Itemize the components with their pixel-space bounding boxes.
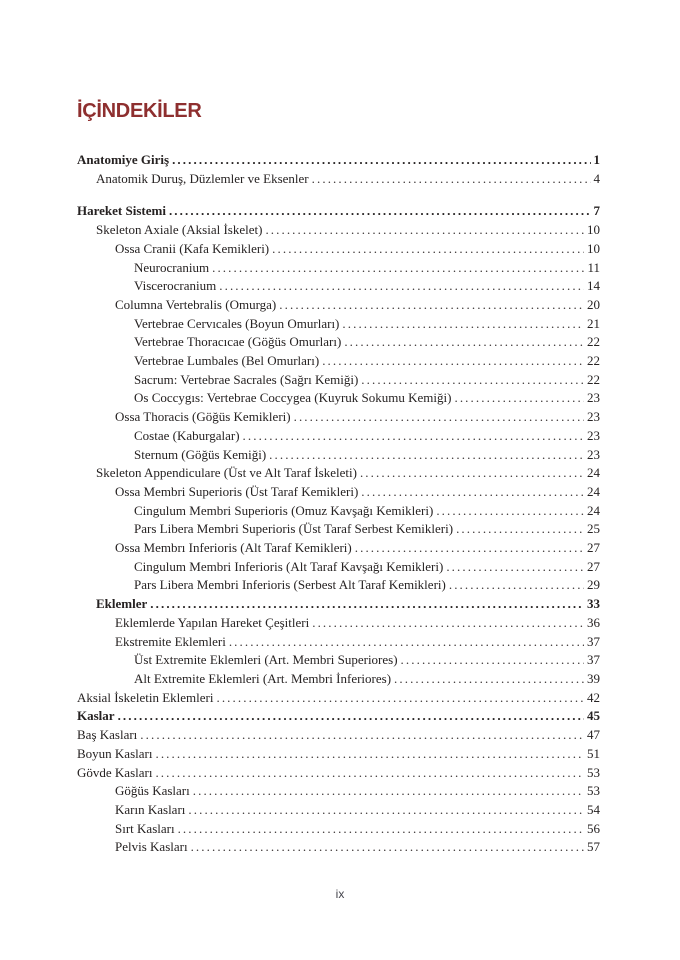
toc-entry-page: 1 (593, 152, 600, 167)
dot-leader (188, 801, 584, 820)
toc-entry-page: 29 (587, 577, 600, 593)
toc-entry-label: Gövde Kasları (77, 764, 153, 780)
toc-entry-page: 42 (587, 689, 600, 705)
dot-leader (279, 296, 584, 315)
dot-leader (312, 170, 591, 189)
toc-entry-page: 20 (587, 296, 600, 312)
toc-entry (77, 352, 600, 371)
toc-entry (77, 670, 600, 689)
toc-entry-label: Aksial İskeletin Eklemleri (77, 689, 214, 705)
toc-entry-label: Cingulum Membri Inferioris (Alt Taraf Kavşağı Kemikleri) (134, 558, 444, 574)
dot-leader (193, 782, 584, 801)
toc-entry-label: Alt Extremite Eklemleri (Art. Membri İnferiores) (134, 670, 392, 686)
dot-leader (294, 408, 584, 427)
toc-entry-page: 27 (587, 558, 600, 574)
dot-leader (118, 707, 584, 726)
dot-leader (355, 539, 584, 558)
toc-entry (77, 464, 600, 483)
toc-entry-page: 24 (587, 465, 600, 481)
toc-entry-page: 23 (587, 409, 600, 425)
dot-leader (229, 633, 584, 652)
toc-entry (77, 633, 600, 652)
toc-entry-page: 22 (587, 334, 600, 350)
dot-leader (265, 221, 584, 240)
toc-entry-page: 37 (587, 633, 600, 649)
page-title: İÇİNDEKİLER (77, 100, 202, 122)
toc-entry-label: Eklemler (96, 596, 148, 612)
toc-entry-page: 7 (593, 203, 600, 219)
dot-leader (150, 595, 584, 614)
toc-entry-page: 47 (587, 727, 600, 743)
toc-entry (77, 296, 600, 315)
toc-entry-label: Ekstremite Eklemleri (115, 633, 226, 649)
toc-entry-page: 36 (587, 614, 600, 630)
dot-leader (155, 745, 584, 764)
toc-entry-label: Ossa Membrı Inferioris (Alt Taraf Kemikleri) (115, 540, 352, 556)
toc-entry-page: 21 (587, 315, 600, 331)
toc-entry-label: Ossa Thoracis (Göğüs Kemikleri) (115, 409, 291, 425)
toc-entry-label: Karın Kasları (115, 801, 186, 817)
toc-entry (77, 707, 600, 726)
toc-entry-label: Pars Libera Membri Superioris (Üst Taraf Serbest Kemikleri) (134, 521, 454, 537)
toc-entry-page: 23 (587, 446, 600, 462)
toc-entry-page: 22 (587, 353, 600, 369)
toc-entry-page: 10 (587, 222, 600, 238)
toc-entry (77, 689, 600, 708)
toc-entry (77, 408, 600, 427)
toc-entry (77, 520, 600, 539)
toc-entry-label: Üst Extremite Eklemleri (Art. Membri Superiores) (134, 652, 398, 668)
toc-entry-page: 10 (587, 240, 600, 256)
dot-leader (219, 277, 584, 296)
toc-entry-label: Sırt Kasları (115, 820, 175, 836)
toc-entry (77, 389, 600, 408)
toc-entry (77, 838, 600, 857)
toc-entry-label: Pelvis Kasları (115, 839, 188, 855)
toc-entry (77, 502, 600, 521)
dot-leader (178, 820, 584, 839)
toc-entry-page: 24 (587, 483, 600, 499)
dot-leader (401, 651, 584, 670)
dot-leader (361, 371, 584, 390)
toc-entry-label: Skeleton Axiale (Aksial İskelet) (96, 222, 263, 238)
toc-entry (77, 151, 600, 170)
toc-entry-page: 27 (587, 540, 600, 556)
dot-leader (216, 689, 584, 708)
toc-entry (77, 170, 600, 189)
toc-entry-label: Hareket Sistemi (77, 203, 166, 219)
dot-leader (243, 427, 584, 446)
dot-leader (454, 389, 584, 408)
toc-entry (77, 801, 600, 820)
toc-entry-page: 25 (587, 521, 600, 537)
dot-leader (140, 726, 584, 745)
toc-entry (77, 539, 600, 558)
dot-leader (344, 333, 584, 352)
toc-entry-page: 22 (587, 371, 600, 387)
toc-entry (77, 277, 600, 296)
dot-leader (269, 446, 584, 465)
toc-entry-page: 37 (587, 652, 600, 668)
toc-entry (77, 745, 600, 764)
page-content (77, 0, 600, 857)
toc-entry (77, 595, 600, 614)
dot-leader (322, 352, 584, 371)
toc-entry-label: Vertebrae Thoracıcae (Göğüs Omurları) (134, 334, 342, 350)
toc-entry-label: Pars Libera Membri Inferioris (Serbest Alt Taraf Kemikleri) (134, 577, 446, 593)
toc-entry (77, 651, 600, 670)
toc-entry-label: Göğüs Kasları (115, 783, 190, 799)
toc-entry-page: 24 (587, 502, 600, 518)
dot-leader (272, 240, 584, 259)
toc-entry-label: Boyun Kasları (77, 745, 153, 761)
toc-entry-label: Neurocranium (134, 259, 210, 275)
dot-leader (342, 315, 584, 334)
toc-entry (77, 315, 600, 334)
dot-leader (172, 151, 590, 170)
toc-entry-page: 39 (587, 670, 600, 686)
toc-entry (77, 371, 600, 390)
toc-entry (77, 764, 600, 783)
toc-entry-label: Kaslar (77, 708, 115, 724)
dot-leader (436, 502, 584, 521)
toc-entry-page: 11 (587, 259, 600, 275)
dot-leader (456, 520, 584, 539)
toc-entry-page: 4 (593, 170, 600, 186)
toc-entry (77, 221, 600, 240)
toc-entry-label: Costae (Kaburgalar) (134, 427, 240, 443)
toc-entry-label: Ossa Cranii (Kafa Kemikleri) (115, 240, 270, 256)
toc-entry (77, 483, 600, 502)
toc-entry (77, 333, 600, 352)
toc-entry-page: 53 (587, 764, 600, 780)
toc-entry (77, 202, 600, 221)
toc-entry-page: 23 (587, 427, 600, 443)
toc-entry (77, 446, 600, 465)
toc-entry (77, 820, 600, 839)
toc (77, 151, 600, 857)
dot-leader (449, 576, 584, 595)
toc-section (77, 202, 600, 857)
toc-entry-page: 56 (587, 820, 600, 836)
toc-entry (77, 558, 600, 577)
toc-entry-page: 45 (587, 708, 600, 724)
toc-entry (77, 614, 600, 633)
toc-entry (77, 726, 600, 745)
page-folio: ix (335, 887, 345, 901)
toc-entry-label: Os Coccygıs: Vertebrae Coccygea (Kuyruk Sokumu Kemiği) (134, 390, 452, 406)
toc-entry-label: Baş Kasları (77, 727, 138, 743)
toc-entry-label: Vertebrae Lumbales (Bel Omurları) (134, 353, 320, 369)
dot-leader (212, 259, 584, 278)
toc-entry-label: Sacrum: Vertebrae Sacrales (Sağrı Kemiği) (134, 371, 359, 387)
toc-entry-label: Cingulum Membri Superioris (Omuz Kavşağı Kemikleri) (134, 502, 434, 518)
toc-entry (77, 782, 600, 801)
dot-leader (394, 670, 584, 689)
toc-entry-page: 54 (587, 801, 600, 817)
toc-entry-label: Ossa Membri Superioris (Üst Taraf Kemikleri) (115, 483, 359, 499)
dot-leader (169, 202, 591, 221)
toc-entry-label: Eklemlerde Yapılan Hareket Çeşitleri (115, 614, 310, 630)
dot-leader (155, 764, 584, 783)
toc-entry (77, 259, 600, 278)
toc-entry (77, 576, 600, 595)
toc-entry-page: 33 (587, 596, 600, 612)
toc-entry-page: 53 (587, 783, 600, 799)
toc-entry-page: 14 (587, 278, 600, 294)
toc-entry-label: Anatomik Duruş, Düzlemler ve Eksenler (96, 170, 309, 186)
dot-leader (360, 464, 584, 483)
toc-entry-label: Viscerocranium (134, 278, 217, 294)
toc-section (77, 151, 600, 188)
dot-leader (191, 838, 584, 857)
toc-entry-page: 23 (587, 390, 600, 406)
toc-entry (77, 240, 600, 259)
toc-entry (77, 427, 600, 446)
dot-leader (312, 614, 584, 633)
toc-entry-page: 57 (587, 839, 600, 855)
toc-entry-label: Vertebrae Cervıcales (Boyun Omurları) (134, 315, 340, 331)
dot-leader (361, 483, 584, 502)
toc-entry-label: Skeleton Appendiculare (Üst ve Alt Taraf İskeleti) (96, 465, 357, 481)
dot-leader (446, 558, 584, 577)
toc-entry-page: 51 (587, 745, 600, 761)
toc-entry-label: Columna Vertebralis (Omurga) (115, 296, 277, 312)
toc-entry-label: Anatomiye Giriş (77, 152, 170, 167)
toc-entry-label: Sternum (Göğüs Kemiği) (134, 446, 267, 462)
